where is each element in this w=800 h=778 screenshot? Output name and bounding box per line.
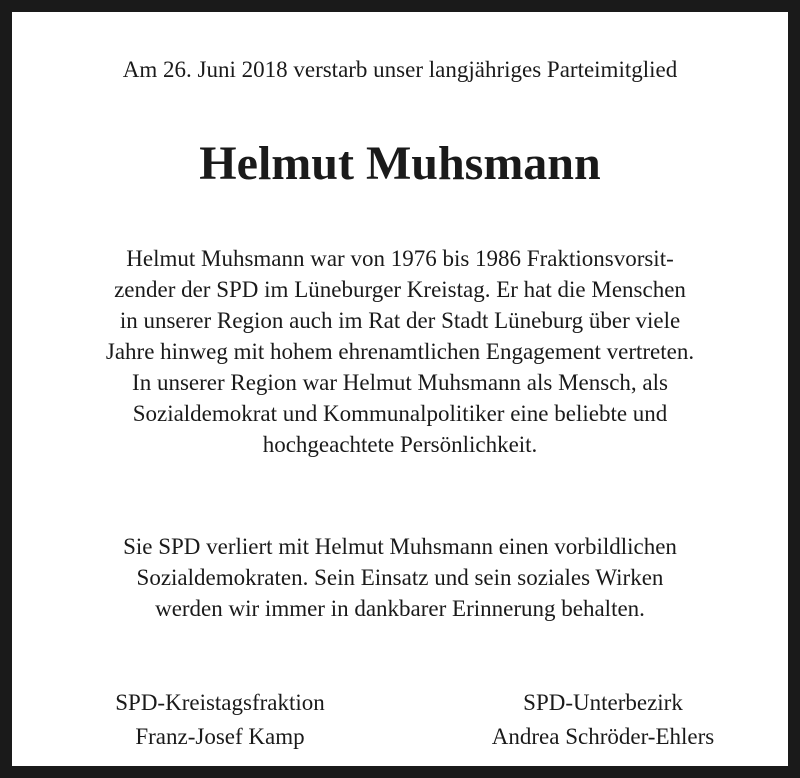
tribute-line: Helmut Muhsmann war von 1976 bis 1986 Fraktionsvorsit-: [126, 246, 674, 271]
tribute-paragraph: [24, 243, 776, 460]
signature-organization: SPD-Unterbezirk: [523, 690, 683, 715]
tribute-line: Sozialdemokrat und Kommunalpolitiker eine beliebte und: [132, 401, 668, 426]
tribute-line: In unserer Region war Helmut Muhsmann als Mensch, als: [132, 370, 668, 395]
signature-person: Franz-Josef Kamp: [135, 724, 305, 749]
tribute-line: hochgeachtete Persönlichkeit.: [262, 432, 538, 457]
farewell-line: werden wir immer in dankbarer Erinnerung behalten.: [155, 596, 645, 621]
signature-organization: SPD-Kreistagsfraktion: [115, 690, 325, 715]
deceased-name-heading: Helmut Muhsmann: [199, 137, 601, 190]
farewell-line: Sozialdemokraten. Sein Einsatz und sein soziales Wirken: [136, 565, 664, 590]
tribute-line: in unserer Region auch im Rat der Stadt Lüneburg über viele: [119, 308, 681, 333]
signature-block-right: [438, 686, 768, 754]
signature-block-left: [70, 686, 370, 754]
tribute-line: Jahre hinweg mit hohem ehrenamtlichen Engagement vertreten.: [105, 339, 695, 364]
signature-person: Andrea Schröder-Ehlers: [491, 724, 715, 749]
tribute-line: zender der SPD im Lüneburger Kreistag. Er hat die Menschen: [114, 277, 686, 302]
farewell-line: Sie SPD verliert mit Helmut Muhsmann einen vorbildlichen: [123, 534, 677, 559]
intro-line: Am 26. Juni 2018 verstarb unser langjähriges Parteimitglied: [122, 57, 678, 82]
farewell-paragraph: [24, 531, 776, 624]
